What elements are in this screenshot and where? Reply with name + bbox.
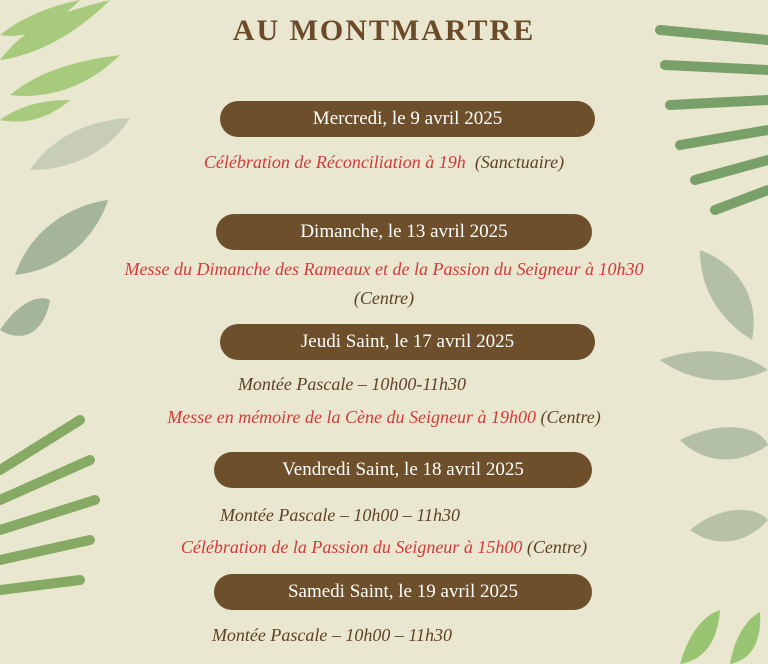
event-line (0, 259, 768, 280)
event-note: (Centre) (535, 407, 601, 427)
event-note: (Centre) (353, 288, 415, 308)
day-header: Dimanche, le 13 avril 2025 (216, 214, 592, 250)
event-name: Célébration de la Passion du Seigneur à 15h00 (180, 537, 523, 557)
event-note: Montée Pascale – 10h00 – 11h30 (219, 505, 461, 525)
event-note: (Centre) (522, 537, 588, 557)
event-line (0, 288, 768, 309)
event-line (0, 374, 736, 395)
event-line (0, 625, 716, 646)
day-header: Mercredi, le 9 avril 2025 (220, 101, 595, 137)
event-line (0, 505, 724, 526)
event-name: Messe du Dimanche des Rameaux et de la Passion du Seigneur à 10h30 (124, 259, 644, 279)
day-header: Samedi Saint, le 19 avril 2025 (214, 574, 592, 610)
event-note: Montée Pascale – 10h00-11h30 (237, 374, 467, 394)
day-header: Jeudi Saint, le 17 avril 2025 (220, 324, 595, 360)
event-name: Célébration de Réconciliation à 19h (203, 152, 466, 172)
event-note: Montée Pascale – 10h00 – 11h30 (211, 625, 453, 645)
event-name: Messe en mémoire de la Cène du Seigneur à 19h00 (167, 407, 536, 427)
day-header: Vendredi Saint, le 18 avril 2025 (214, 452, 592, 488)
event-note: (Sanctuaire) (465, 152, 565, 172)
page-title: AU MONTMARTRE (232, 14, 536, 47)
event-line (0, 407, 768, 428)
event-line (0, 152, 768, 173)
event-line (0, 537, 768, 558)
